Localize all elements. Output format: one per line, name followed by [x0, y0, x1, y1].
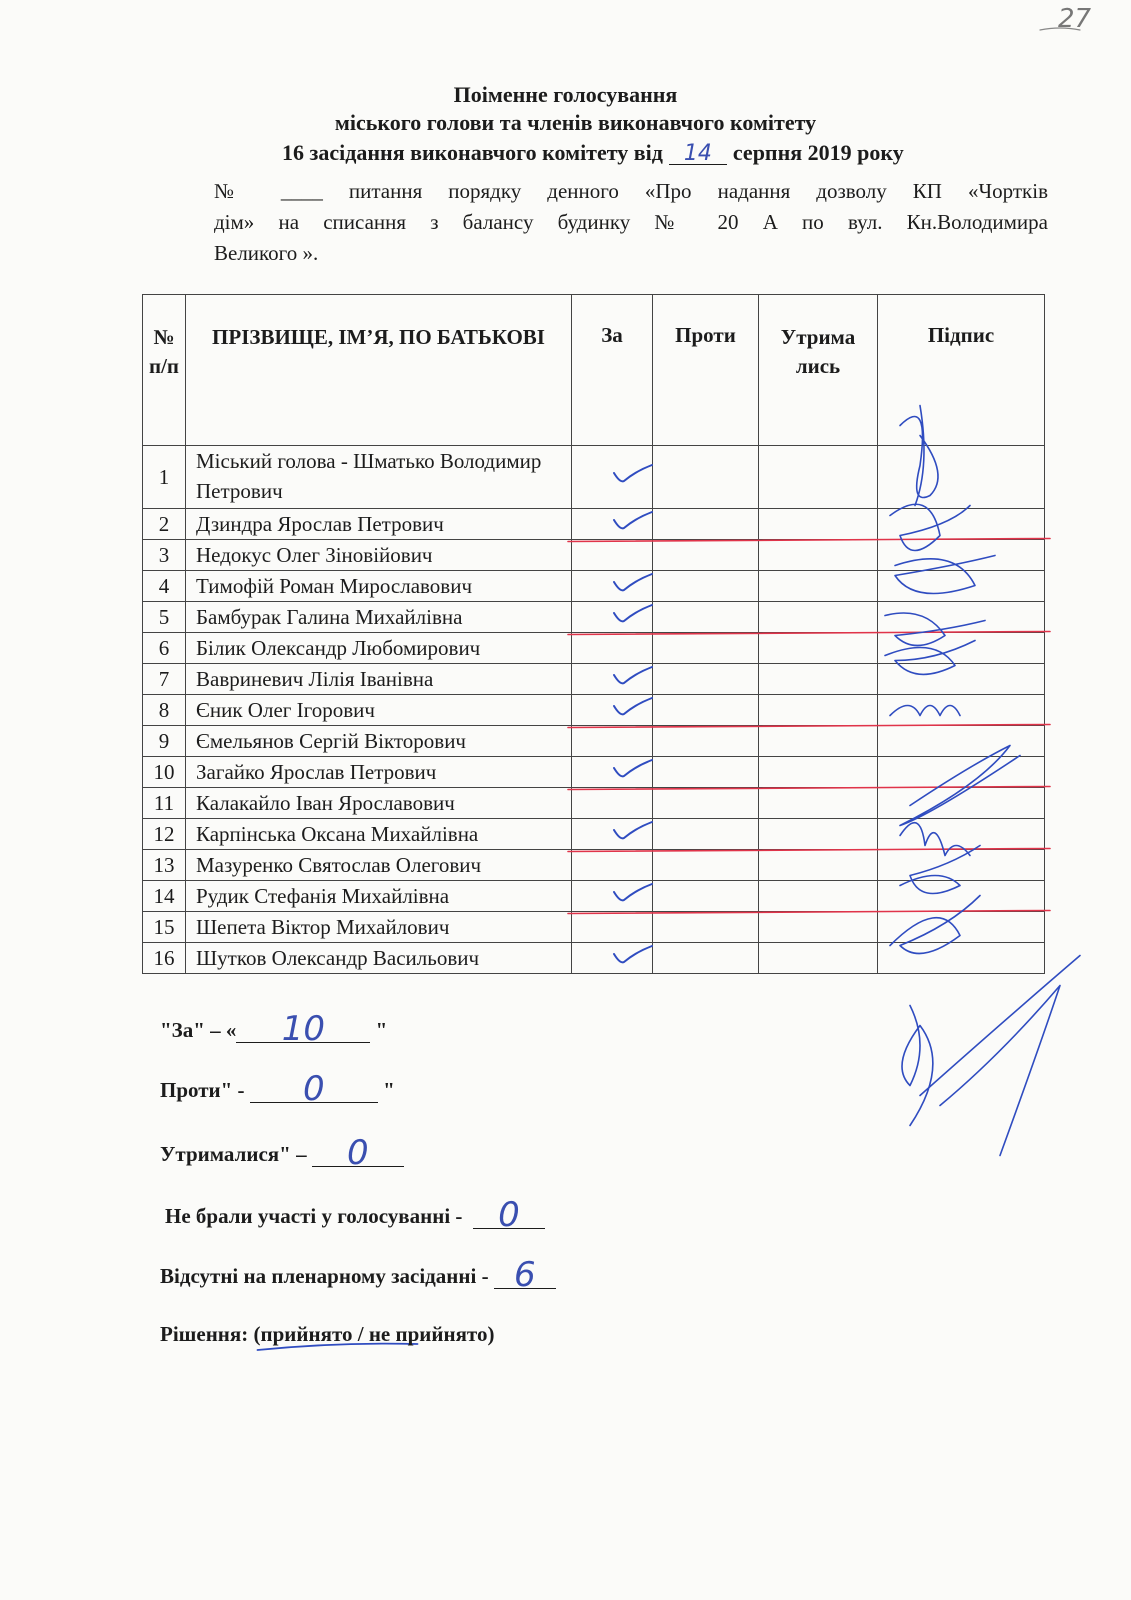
row-name: Вавриневич Лілія Іванівна — [186, 664, 572, 695]
question-line-1: № ____ питання порядку денного «Про надання дозволу КП «Чортків — [214, 179, 1048, 203]
row-against-cell — [653, 695, 759, 726]
question-line-3: Великого ». — [214, 241, 319, 265]
row-for-cell — [572, 664, 653, 695]
row-abstained-cell — [759, 664, 878, 695]
table-row — [143, 850, 1045, 881]
row-against-cell — [653, 664, 759, 695]
row-number: 3 — [143, 540, 186, 571]
table-row — [143, 446, 1045, 509]
row-signature-cell — [878, 943, 1045, 974]
row-signature-cell — [878, 757, 1045, 788]
row-for-cell — [572, 633, 653, 664]
row-for-cell — [572, 788, 653, 819]
row-abstained-cell — [759, 446, 878, 509]
row-name: Тимофій Роман Мирославович — [186, 571, 572, 602]
summary-decision — [160, 1322, 494, 1347]
row-abstained-cell — [759, 695, 878, 726]
row-number: 16 — [143, 943, 186, 974]
row-abstained-cell — [759, 540, 878, 571]
table-row — [143, 881, 1045, 912]
row-number: 13 — [143, 850, 186, 881]
meeting-suffix: серпня 2019 року — [732, 140, 904, 165]
header-for: За — [572, 295, 653, 446]
row-for-cell — [572, 850, 653, 881]
row-name: Карпінська Оксана Михайлівна — [186, 819, 572, 850]
row-against-cell — [653, 850, 759, 881]
table-row — [143, 819, 1045, 850]
row-abstained-cell — [759, 633, 878, 664]
row-name: Загайко Ярослав Петрович — [186, 757, 572, 788]
row-against-cell — [653, 881, 759, 912]
row-signature-cell — [878, 819, 1045, 850]
row-for-cell — [572, 540, 653, 571]
row-name: Недокус Олег Зіновійович — [186, 540, 572, 571]
summary-absent-value: 6 — [494, 1262, 556, 1289]
table-row — [143, 757, 1045, 788]
row-number: 12 — [143, 819, 186, 850]
row-signature-cell — [878, 881, 1045, 912]
row-abstained-cell — [759, 881, 878, 912]
row-against-cell — [653, 943, 759, 974]
header-signature: Підпис — [878, 295, 1045, 446]
row-name: Дзиндра Ярослав Петрович — [186, 509, 572, 540]
row-name: Калакайло Іван Ярославович — [186, 788, 572, 819]
summary-abstained-label: Утрималися" – — [160, 1142, 307, 1166]
summary-for-value: 10 — [236, 1016, 370, 1043]
row-signature-cell — [878, 726, 1045, 757]
row-name: Шутков Олександр Васильович — [186, 943, 572, 974]
summary-abstained-value: 0 — [312, 1140, 404, 1167]
summary-against-close: " — [383, 1078, 395, 1102]
header-name: ПРІЗВИЩЕ, ІМ’Я, ПО БАТЬКОВІ — [186, 295, 572, 446]
row-against-cell — [653, 540, 759, 571]
row-for-cell — [572, 943, 653, 974]
row-for-cell — [572, 912, 653, 943]
title-line-2: міського голови та членів виконавчого комітету — [334, 110, 817, 135]
row-abstained-cell — [759, 757, 878, 788]
row-abstained-cell — [759, 943, 878, 974]
summary-for-close: " — [375, 1018, 388, 1042]
table-row — [143, 788, 1045, 819]
meeting-prefix: 16 засідання виконавчого комітету від — [282, 140, 663, 165]
row-number: 10 — [143, 757, 186, 788]
meeting-day: 14 — [669, 144, 727, 165]
row-for-cell — [572, 881, 653, 912]
row-against-cell — [653, 633, 759, 664]
row-signature-cell — [878, 446, 1045, 509]
row-signature-cell — [878, 850, 1045, 881]
table-row — [143, 664, 1045, 695]
row-abstained-cell — [759, 850, 878, 881]
row-name: Рудик Стефанія Михайлівна — [186, 881, 572, 912]
row-against-cell — [653, 912, 759, 943]
row-for-cell — [572, 819, 653, 850]
row-name: Білик Олександр Любомирович — [186, 633, 572, 664]
row-against-cell — [653, 602, 759, 633]
row-against-cell — [653, 757, 759, 788]
table-row — [143, 726, 1045, 757]
table-row — [143, 695, 1045, 726]
row-signature-cell — [878, 540, 1045, 571]
row-number: 7 — [143, 664, 186, 695]
row-name: Ємельянов Сергій Вікторович — [186, 726, 572, 757]
row-for-cell — [572, 602, 653, 633]
row-abstained-cell — [759, 912, 878, 943]
row-name: Міський голова - Шматько Володимир Петрович — [186, 446, 572, 509]
summary-against-label: Проти" - — [160, 1078, 245, 1102]
row-name: Бамбурак Галина Михайлівна — [186, 602, 572, 633]
row-for-cell — [572, 571, 653, 602]
row-against-cell — [653, 446, 759, 509]
table-row — [143, 912, 1045, 943]
row-abstained-cell — [759, 726, 878, 757]
row-against-cell — [653, 571, 759, 602]
decision-options: (прийнято / не прийнято) — [253, 1322, 495, 1346]
page-number: 27 — [1058, 4, 1092, 34]
signature-scribble — [920, 956, 1080, 1156]
row-signature-cell — [878, 633, 1045, 664]
row-abstained-cell — [759, 819, 878, 850]
row-signature-cell — [878, 788, 1045, 819]
row-abstained-cell — [759, 571, 878, 602]
header-against: Проти — [653, 295, 759, 446]
row-name: Єник Олег Ігорович — [186, 695, 572, 726]
row-for-cell — [572, 726, 653, 757]
table-row — [143, 509, 1045, 540]
signature-scribble — [902, 1006, 933, 1126]
row-number: 8 — [143, 695, 186, 726]
row-name: Шепета Віктор Михайлович — [186, 912, 572, 943]
table-row — [143, 943, 1045, 974]
title-line-1: Поіменне голосування — [453, 82, 678, 107]
row-number: 15 — [143, 912, 186, 943]
header-abstained: Утрима лись — [759, 295, 878, 446]
row-number: 5 — [143, 602, 186, 633]
table-body — [143, 446, 1045, 974]
row-number: 9 — [143, 726, 186, 757]
agenda-question — [214, 176, 1048, 269]
row-signature-cell — [878, 664, 1045, 695]
row-number: 6 — [143, 633, 186, 664]
row-signature-cell — [878, 695, 1045, 726]
row-signature-cell — [878, 509, 1045, 540]
summary-not-voting — [165, 1195, 545, 1235]
summary-against-value: 0 — [250, 1076, 378, 1103]
summary-absent-label: Відсутні на пленарному засіданні - — [160, 1264, 489, 1288]
row-for-cell — [572, 446, 653, 509]
question-line-2: дім» на списання з балансу будинку № 20 А по вул. Кн.Володимира — [214, 210, 1048, 234]
row-signature-cell — [878, 571, 1045, 602]
row-name: Мазуренко Святослав Олегович — [186, 850, 572, 881]
row-against-cell — [653, 788, 759, 819]
decision-label: Рішення: — [160, 1322, 249, 1346]
table-row — [143, 633, 1045, 664]
row-signature-cell — [878, 602, 1045, 633]
table-header-row — [143, 295, 1045, 446]
row-number: 14 — [143, 881, 186, 912]
summary-abstained — [160, 1133, 404, 1173]
table-row — [143, 571, 1045, 602]
summary-not-voting-value: 0 — [473, 1202, 545, 1229]
table-row — [143, 602, 1045, 633]
voting-table — [142, 294, 1045, 974]
row-abstained-cell — [759, 602, 878, 633]
row-for-cell — [572, 757, 653, 788]
row-number: 4 — [143, 571, 186, 602]
row-number: 11 — [143, 788, 186, 819]
header-number: № п/п — [143, 295, 186, 446]
summary-absent — [160, 1255, 556, 1295]
row-against-cell — [653, 819, 759, 850]
row-against-cell — [653, 726, 759, 757]
row-for-cell — [572, 695, 653, 726]
summary-for-label: "За" – « — [160, 1018, 237, 1042]
summary-for — [160, 1009, 388, 1049]
row-signature-cell — [878, 912, 1045, 943]
meeting-line — [282, 140, 904, 166]
row-against-cell — [653, 509, 759, 540]
summary-not-voting-label: Не брали участі у голосуванні - — [165, 1204, 463, 1228]
table-row — [143, 540, 1045, 571]
row-number: 2 — [143, 509, 186, 540]
row-number: 1 — [143, 446, 186, 509]
row-abstained-cell — [759, 788, 878, 819]
row-abstained-cell — [759, 509, 878, 540]
row-for-cell — [572, 509, 653, 540]
summary-against — [160, 1069, 395, 1109]
